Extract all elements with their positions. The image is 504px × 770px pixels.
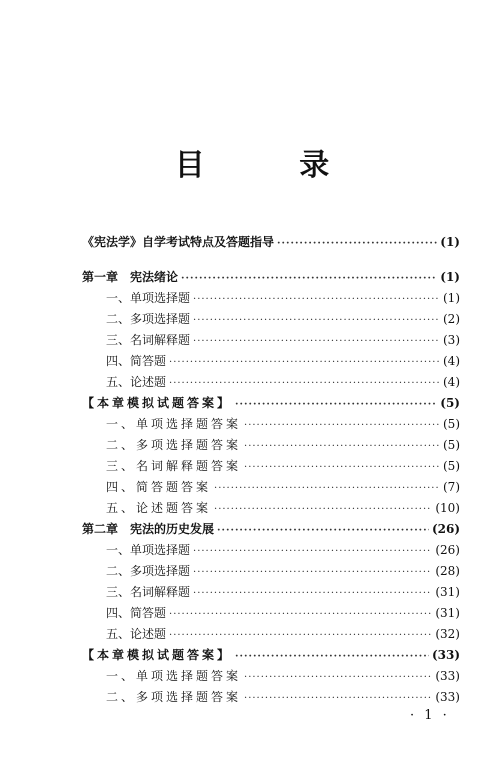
toc-entry-title: 二、多项选择题答案 [106,438,242,452]
toc-entry-title: 五、论述题 [106,375,167,389]
toc-entry-title: 【本章模拟试题答案】 [82,648,233,662]
toc-entry-page: (1) [440,270,460,284]
dot-leader [217,525,429,536]
dot-leader [193,315,440,326]
toc-entry-title: 二、多项选择题 [106,312,191,326]
toc-entry [82,625,460,646]
toc-entry [82,268,460,289]
dot-leader [169,609,432,620]
toc-entry-title: 一、单项选择题 [106,291,191,305]
toc-entry-page: (5) [443,459,460,473]
toc-entry [82,520,460,541]
toc-entry-page: (5) [440,396,460,410]
toc-entry [82,436,460,457]
dot-leader [193,588,432,599]
toc-entry-title: 四、简答题 [106,606,167,620]
toc-entry [82,394,460,415]
dot-leader [214,483,440,494]
toc-entry-title: 一、单项选择题答案 [106,417,242,431]
toc-entry [82,499,460,520]
toc-entry-title: 二、多项选择题 [106,564,191,578]
dot-leader [235,651,429,662]
dot-leader [244,441,440,452]
toc-entry-title: 三、名词解释题答案 [106,459,242,473]
toc-entry-page: (33) [435,690,460,704]
section-gap [82,254,460,268]
dot-leader [169,630,432,641]
toc-entry [82,233,460,254]
toc-entry-page: (1) [440,235,460,249]
toc-entry-title: 五、论述题答案 [106,501,212,515]
toc-entry [82,583,460,604]
page-number: · 1 · [410,708,450,723]
toc-entry-page: (5) [443,417,460,431]
toc-entry-page: (32) [435,627,460,641]
toc-entry-page: (2) [443,312,460,326]
toc-entry [82,604,460,625]
toc-entry-title: 三、名词解释题 [106,585,191,599]
dot-leader [169,357,440,368]
toc-entry-page: (7) [443,480,460,494]
toc-entry [82,646,460,667]
toc-entry [82,457,460,478]
toc-entry-page: (3) [443,333,460,347]
toc-entry [82,478,460,499]
dot-leader [193,567,432,578]
toc-entry [82,331,460,352]
toc-entry-page: (4) [443,354,460,368]
toc-entry [82,373,460,394]
toc-entry-page: (10) [435,501,460,515]
toc-entry-title: 二、多项选择题答案 [106,690,242,704]
toc-entry [82,310,460,331]
toc-entry [82,667,460,688]
toc-entry [82,415,460,436]
dot-leader [169,378,440,389]
dot-leader [244,672,432,683]
dot-leader [214,504,432,515]
toc-entry [82,688,460,709]
toc-entry [82,289,460,310]
toc-entry-page: (28) [435,564,460,578]
toc-entry-page: (33) [431,648,460,662]
dot-leader [193,336,440,347]
toc-entry-title: 【本章模拟试题答案】 [82,396,233,410]
toc-entry-page: (26) [435,543,460,557]
dot-leader [277,238,437,249]
toc-entry-page: (33) [435,669,460,683]
toc-entry-title: 三、名词解释题 [106,333,191,347]
dot-leader [244,462,440,473]
dot-leader [193,294,440,305]
toc-entry-title: 四、简答题 [106,354,167,368]
dot-leader [244,693,432,704]
toc-entry-title: 一、单项选择题 [106,543,191,557]
dot-leader [193,546,432,557]
toc-entry-title: 四、简答题答案 [106,480,212,494]
table-of-contents [82,233,460,709]
toc-entry-page: (4) [443,375,460,389]
toc-entry-page: (26) [431,522,460,536]
toc-entry-title: 五、论述题 [106,627,167,641]
toc-entry-title: 《宪法学》自学考试特点及答题指导 [82,235,275,249]
toc-entry-page: (5) [443,438,460,452]
toc-entry-page: (31) [435,606,460,620]
dot-leader [181,273,437,284]
toc-entry-title: 第一章 宪法绪论 [82,270,179,284]
page-title: 目 录 [174,148,372,183]
dot-leader [235,399,437,410]
toc-entry-title: 一、单项选择题答案 [106,669,242,683]
toc-entry [82,541,460,562]
toc-entry [82,352,460,373]
toc-entry-page: (31) [435,585,460,599]
toc-entry [82,562,460,583]
toc-entry-page: (1) [443,291,460,305]
toc-entry-title: 第二章 宪法的历史发展 [82,522,215,536]
dot-leader [244,420,440,431]
